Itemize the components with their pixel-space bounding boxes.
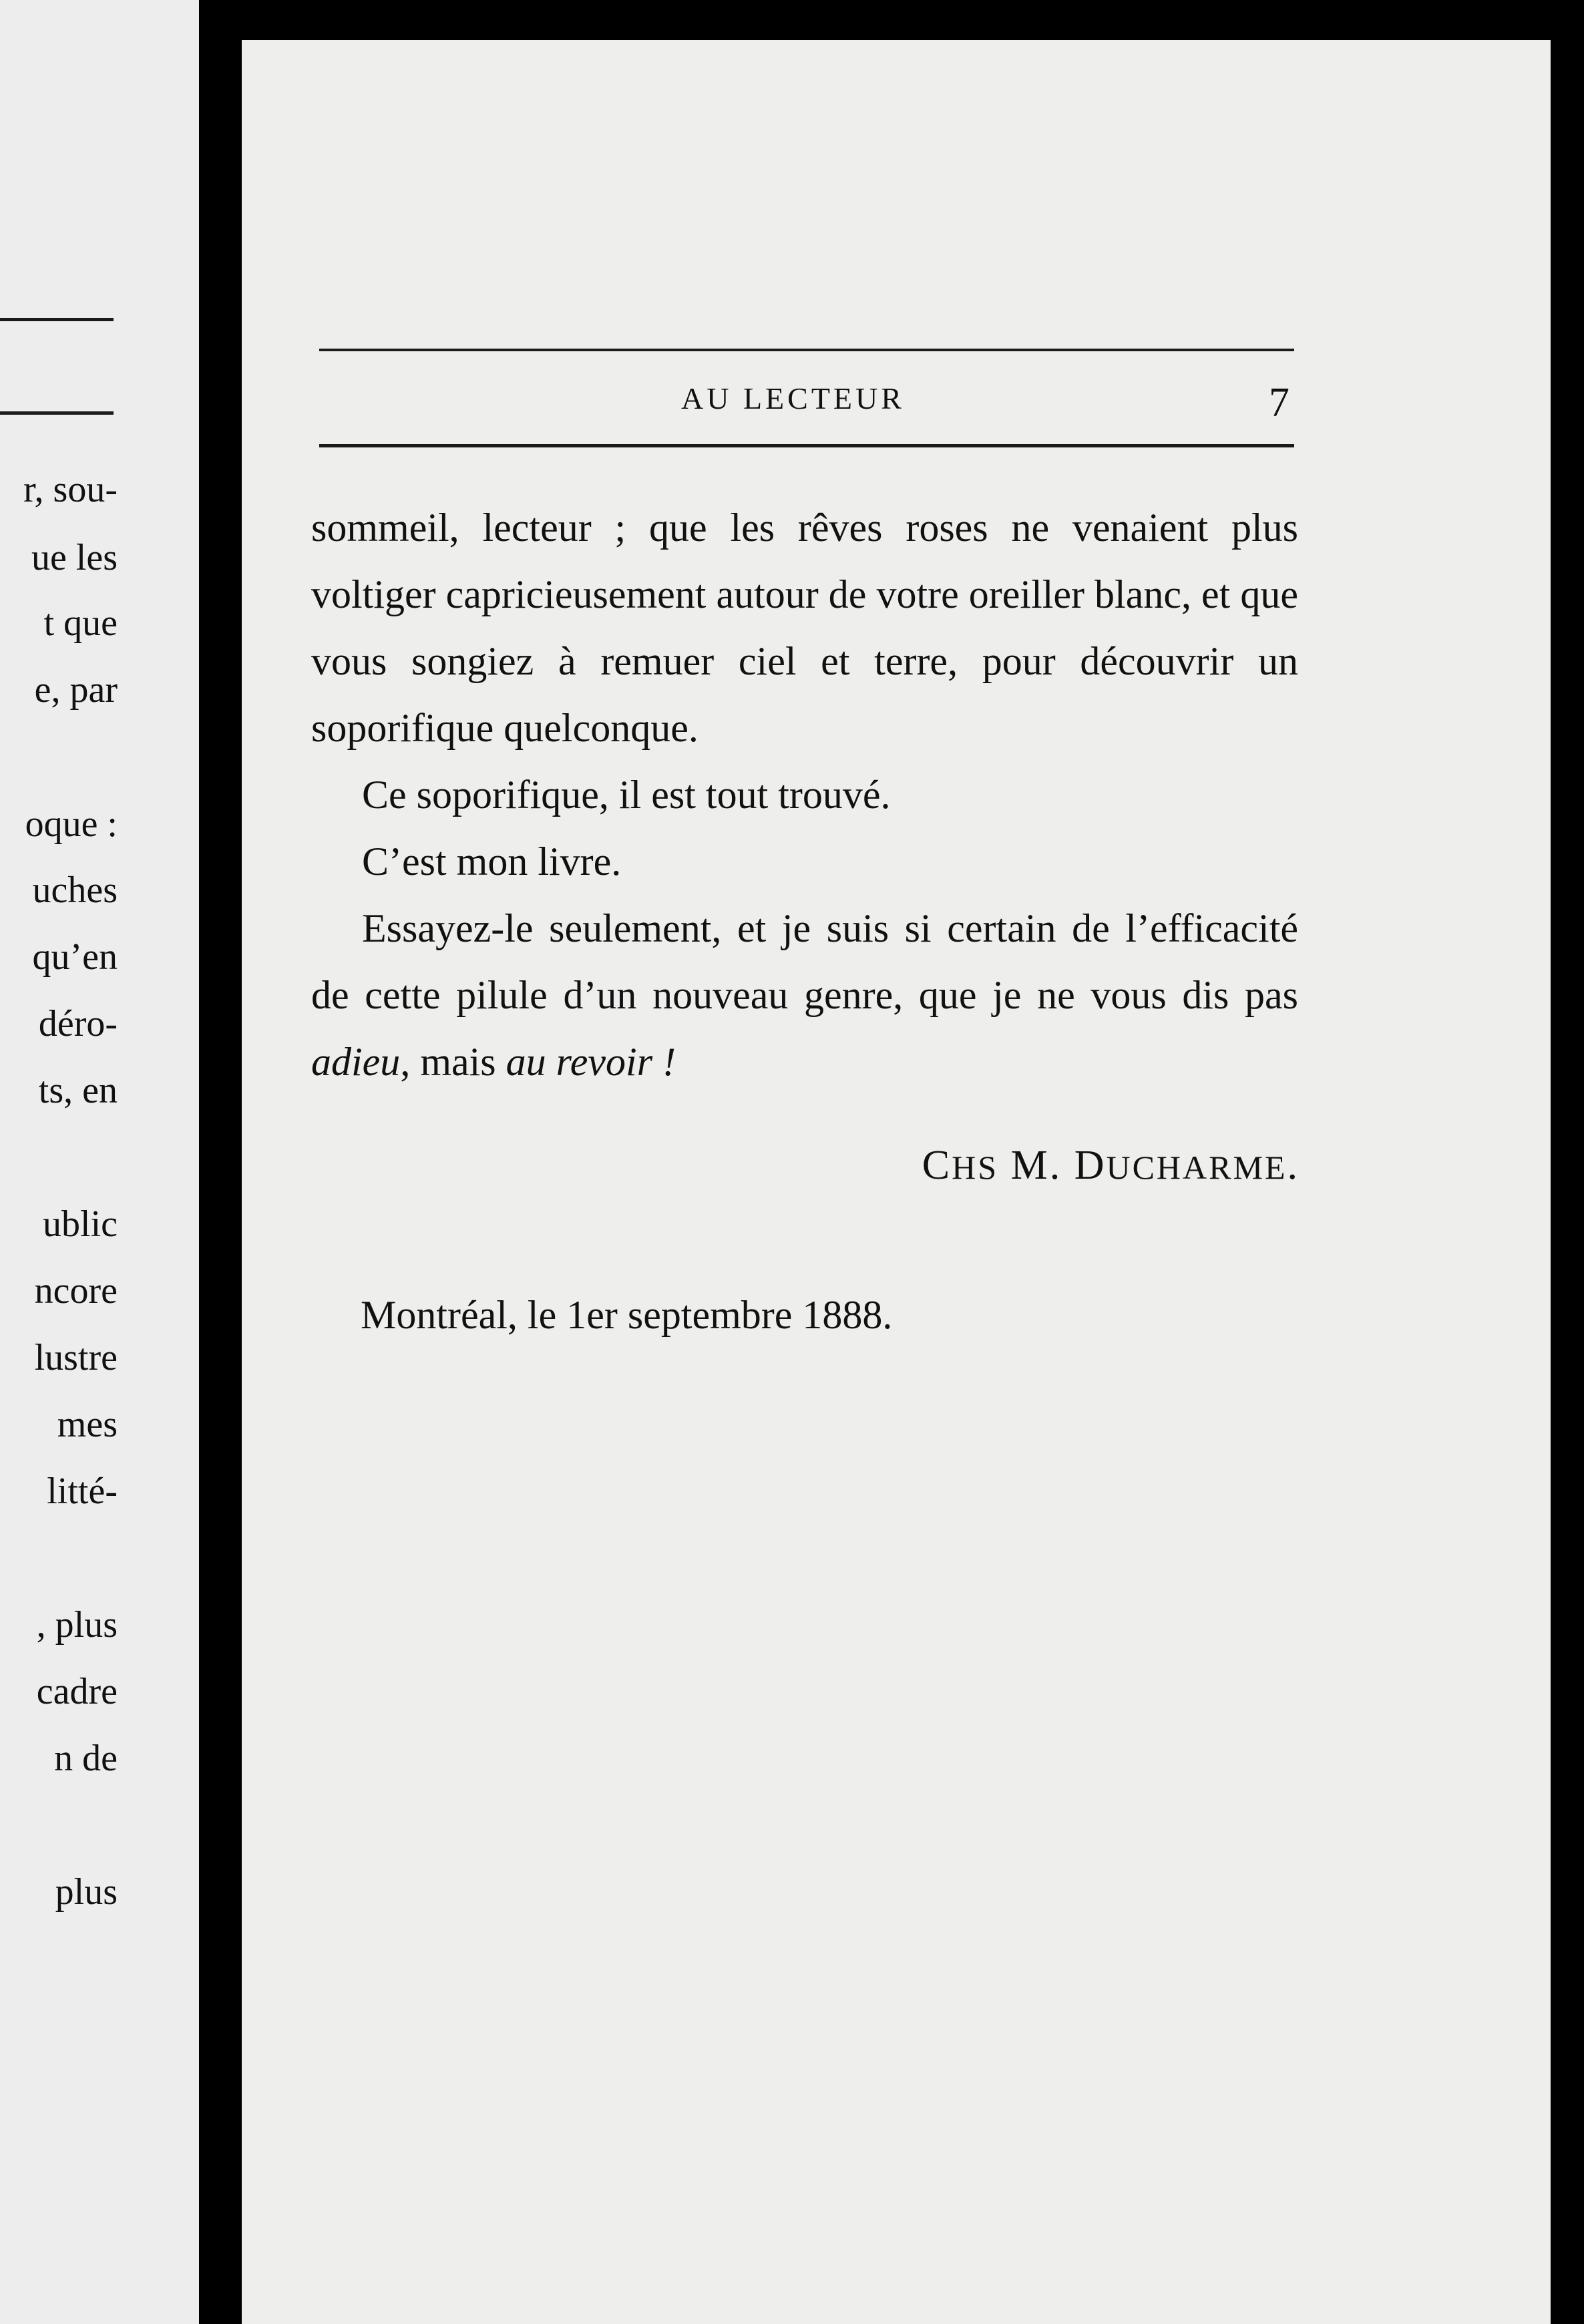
italic-word: au revoir ! [506,1040,676,1084]
italic-word: adieu [311,1040,401,1084]
paragraph [311,895,1298,1095]
signature-part: HS [952,1149,999,1186]
left-fragment: r, sou- [23,469,118,510]
signature-part: . [1287,1143,1300,1188]
paragraph: Ce soporifique, il est tout trouvé. [362,773,891,817]
left-fragment: déro- [38,1003,118,1044]
left-fragment: oque : [25,803,118,845]
signature-part: C [922,1143,952,1188]
left-fragment: litté- [47,1471,118,1512]
signature-part: UCHARME [1106,1149,1288,1186]
page-number: 7 [1269,380,1290,425]
left-rule-bottom [0,411,114,415]
running-head: AU LECTEUR [681,381,905,415]
left-fragment: n de [54,1738,118,1779]
left-fragment: ublic [43,1203,118,1245]
header-rule-bottom [319,444,1294,447]
paragraph: sommeil, lecteur ; que les rêves roses ne venaient plus voltiger capricieusement autour de votre oreiller blanc, et que vous songiez à remuer ciel et terre, pour découvrir un soporifique quelconque. [311,506,1298,750]
paragraph: C’est mon livre. [362,839,622,884]
left-fragment: uches [32,869,118,911]
scan-border-right [1547,0,1584,2324]
left-fragment: qu’en [32,936,118,978]
left-fragment: , plus [36,1604,118,1645]
header-rule-top [319,349,1294,351]
body-text [311,494,1298,1095]
scan-border-top [238,0,1547,40]
left-fragment: ncore [34,1270,118,1312]
signature-part: M. D [998,1143,1107,1188]
left-rule-top [0,318,114,321]
left-fragment: mes [57,1404,118,1445]
left-fragment: plus [55,1871,118,1913]
left-fragment: cadre [36,1671,118,1712]
signature [922,1142,1300,1189]
left-fragment: ts, en [38,1070,118,1111]
paragraph-text: Essayez-le seulement, et je suis si certain de l’efficacité de cette pilule d’un nouveau genre, que je ne vous dis pas [311,906,1298,1017]
adjacent-page [0,0,200,2324]
paragraph-text: , mais [400,1040,506,1084]
book-gutter [199,0,238,2324]
place-date: Montréal, le 1er septembre 1888. [361,1293,893,1337]
left-fragment: lustre [34,1337,118,1378]
left-fragment: t que [43,602,118,644]
left-fragment: ue les [31,537,118,578]
left-fragment: e, par [34,669,118,711]
